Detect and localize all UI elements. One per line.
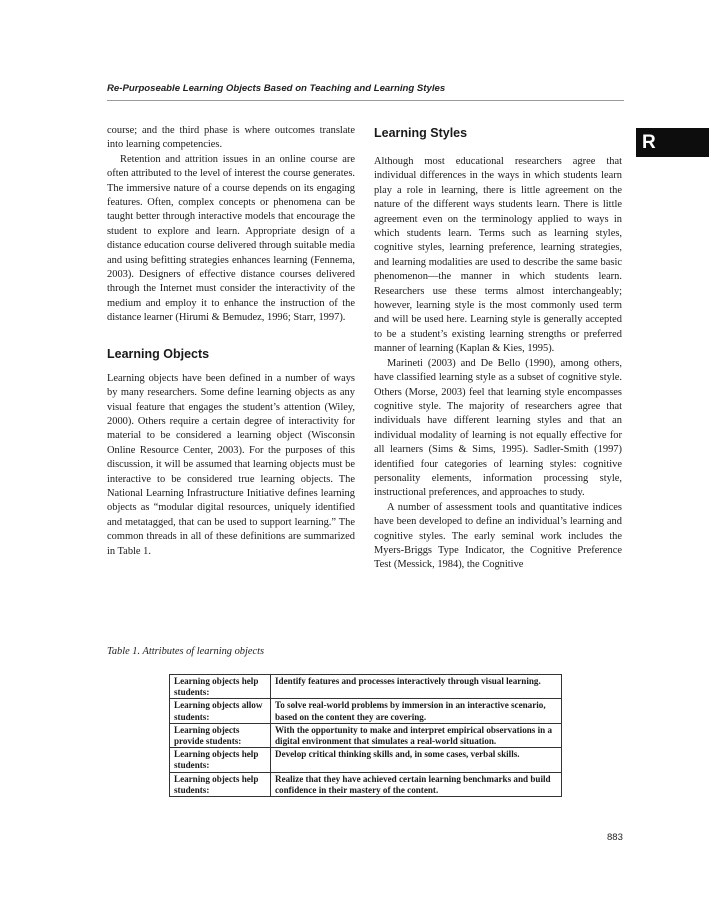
table-row-text: To solve real-world problems by immersion in an interactive scenario, based on the content they are covering. (271, 699, 562, 723)
left-paragraph-1: course; and the third phase is where outcomes translate into learning competencies. (107, 125, 355, 151)
header-rule (107, 100, 624, 101)
table-row (170, 675, 562, 699)
heading-learning-styles: Learning Styles (374, 126, 468, 140)
table-caption: Table 1. Attributes of learning objects (107, 646, 265, 657)
heading-learning-objects: Learning Objects (107, 346, 210, 361)
table-row-text: Develop critical thinking skills and, in some cases, verbal skills. (271, 748, 562, 772)
table-row-label: Learning objects help students: (170, 772, 271, 796)
running-head: Re-Purposeable Learning Objects Based on Teaching and Learning Styles (107, 83, 446, 94)
table-row (170, 772, 562, 796)
left-paragraph-3: Learning objects have been defined in a number of ways by many researchers. Some define learning objects as any visual feature that engages the student’s attention (Wiley, 2000). Others require a certain degree of interactivity for material to be considered a learning object (Wisconsin Online Resource Center, 2003). For the purposes of this discussion, it will be assumed that learning objects must be interactive to be considered true learning objects. The National Learning Infrastructure Initiative defines learning objects as “modular digital resources, uniquely identified and metatagged, that can be used to support learning.” The common threads in all of these definitions are summarized in Table 1. (107, 372, 355, 557)
right-paragraph-2: Marineti (2003) and De Bello (1990), among others, have classified learning style as a subset of cognitive style. Others (Morse, 2003) feel that learning style encompasses cognitive style. The majority of researchers agree that individuals have different learning styles and that an individual modality of learning is not equally effective for all learners (Sims & Sims, 1995). Sadler-Smith (1997) identified four categories of learning styles: cognitive personality elements, information processing style, instructional preferences, and approaches to study. (374, 357, 622, 499)
right-paragraph-1: Although most educational researchers agree that individual differences in the ways in which students learn play a role in learning, there is little agreement on the nature of the different ways students learn. There is little agreement even on the terminology applied to ways in which students learn. Terms such as learning styles, cognitive styles, learning preference, learning strategies, and learning modalities are used to describe the same basic phenomenon—the manner in which students learn. Researchers use these terms almost interchangeably; however, learning style is the most commonly used term and will be used here. Learning style is generally accepted to be a student’s existing learning strengths or preferred manner of learning (Kaplan & Kies, 1995). (374, 156, 622, 355)
section-letter-tab: R (636, 128, 709, 157)
right-paragraph-3: A number of assessment tools and quantitative indices have been developed to define an individual’s learning and cognitive styles. The early seminal work includes the Myers-Briggs Type Indicator, the Cognitive Preference Test (Messick, 1984), the Cognitive (374, 501, 622, 571)
table-row-text: With the opportunity to make and interpret empirical observations in a digital environment that simulates a real-world situation. (271, 723, 562, 747)
table-row-text: Identify features and processes interactively through visual learning. (271, 675, 562, 699)
attributes-table (169, 674, 562, 797)
right-column (374, 124, 622, 573)
table-row (170, 748, 562, 772)
table-row-text: Realize that they have achieved certain learning benchmarks and build confidence in their mastery of the content. (271, 772, 562, 796)
page-number: 883 (607, 832, 623, 843)
table-row-label: Learning objects provide students: (170, 723, 271, 747)
table-row-label: Learning objects help students: (170, 748, 271, 772)
table-row-label: Learning objects help students: (170, 675, 271, 699)
left-paragraph-2: Retention and attrition issues in an online course are often attributed to the level of interest the course generates. The immersive nature of a course depends on its engaging features. Often, complex concepts or phenomena can be taught better through interactive models that encourage the student to explore and learn. Appropriate design of a distance education course delivered through suitable media and using befitting strategies enhances learning (Fennema, 2003). Designers of effective distance courses delivered through the Internet must consider the interactivity of the medium and employ it to enhance the instruction of the distance learner (Hirumi & Bemudez, 1996; Starr, 1997). (107, 153, 355, 324)
table-row (170, 723, 562, 747)
table-row (170, 699, 562, 723)
table-row-label: Learning objects allow students: (170, 699, 271, 723)
left-column (107, 124, 355, 559)
